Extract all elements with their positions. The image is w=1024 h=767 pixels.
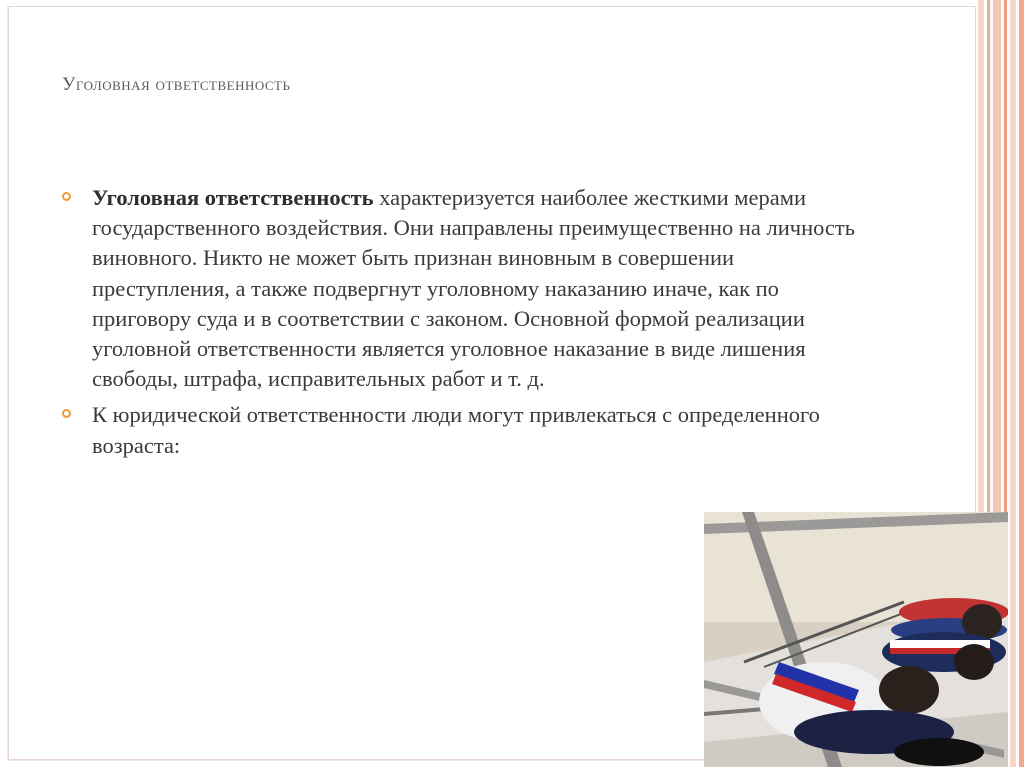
bullet-item-legal-age	[62, 400, 874, 460]
bullet-item-criminal-liability	[62, 183, 874, 394]
bullet-bold-term: Уголовная ответственность	[92, 185, 374, 210]
detained-people-photo	[704, 512, 1008, 767]
bullet-text: К юридической ответственности люди могут привлекаться с определенного возраста:	[92, 402, 820, 458]
bullet-list	[62, 183, 874, 467]
bullet-marker-icon	[62, 409, 71, 418]
bullet-marker-icon	[62, 192, 71, 201]
bullet-text: характеризуется наиболее жесткими мерами государственного воздействия. Они направлены преимущественно на личность виновного. Никто не может быть признан виновным в совершении преступления, а также подвергнут уголовному наказанию иначе, как по приговору суда и в соответствии с законом. Основной формой реализации уголовной ответственности является уголовное наказание в виде лишения свободы, штрафа, исправительных работ и т. д.	[92, 185, 856, 392]
slide-title: Уголовная ответственность	[62, 74, 291, 95]
